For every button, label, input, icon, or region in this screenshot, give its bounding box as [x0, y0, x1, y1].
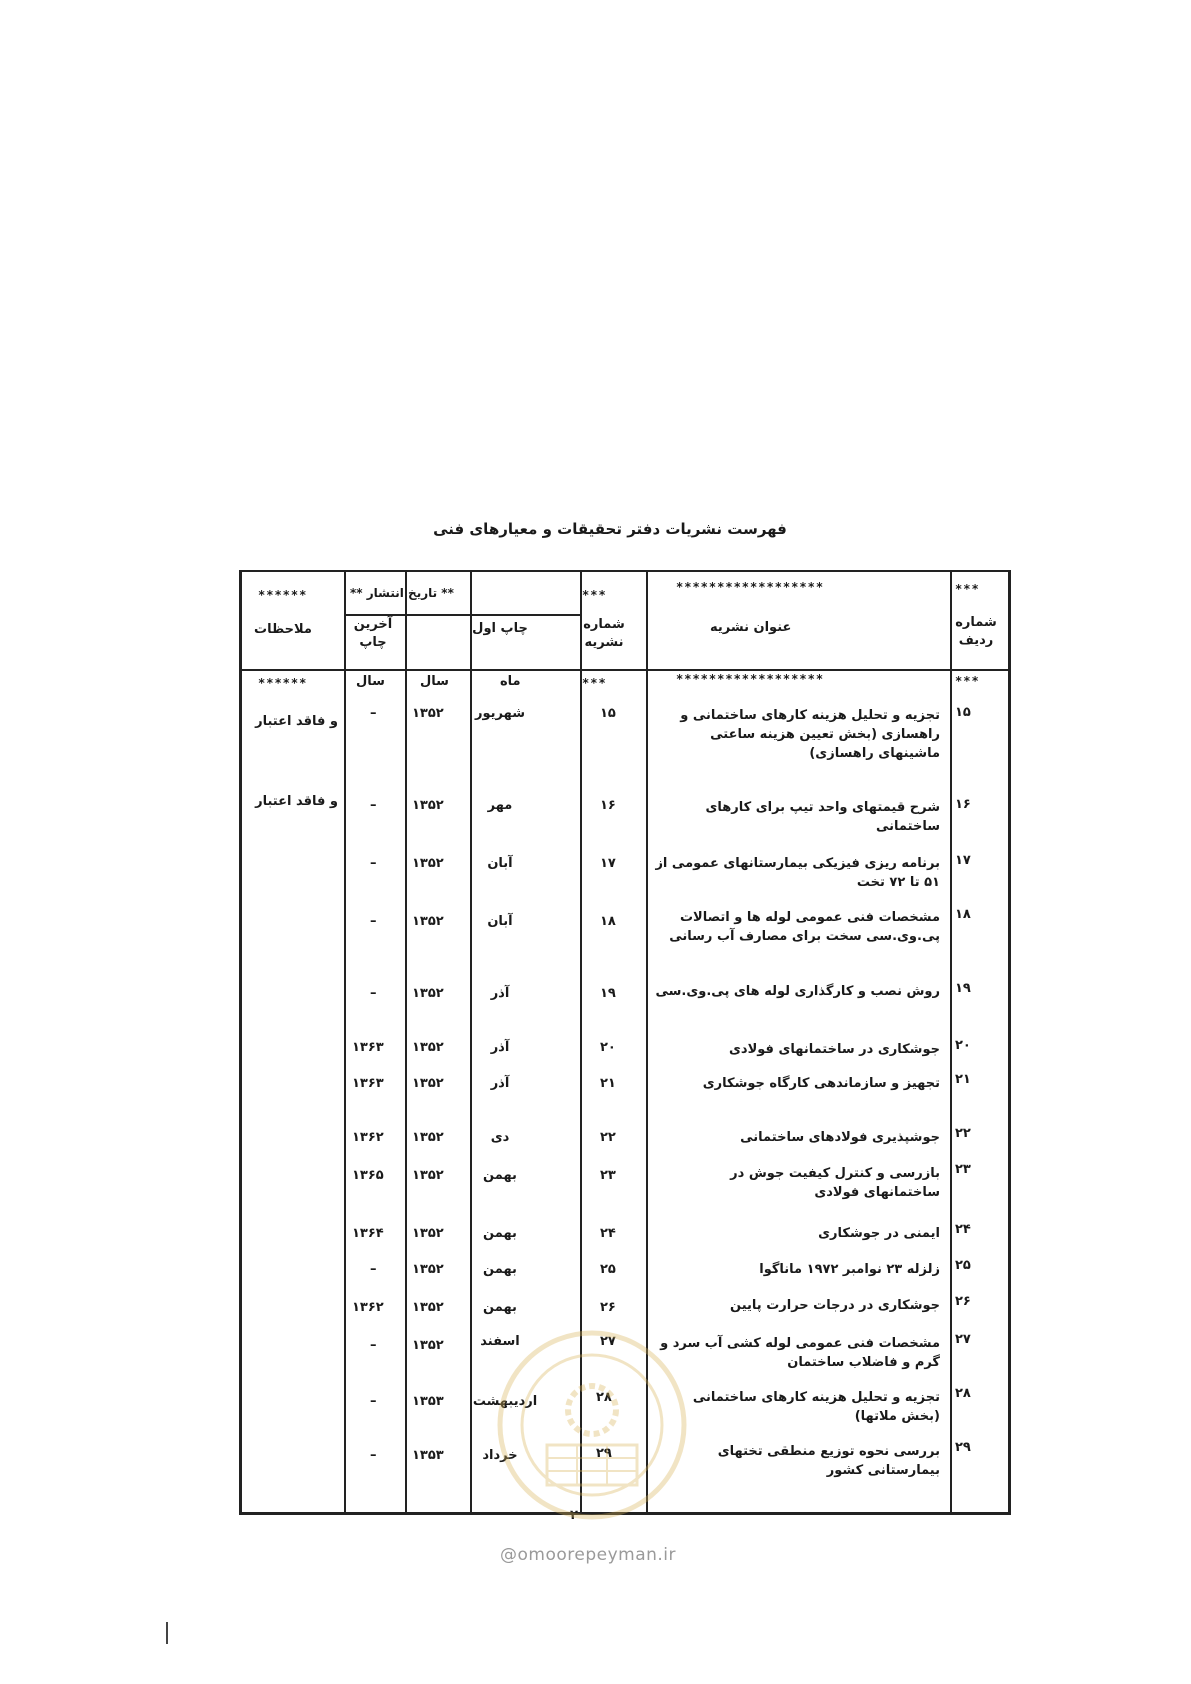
pub-title: شرح قیمتهای واحد تیپ برای کارهای ساختمانی: [705, 800, 940, 834]
pub-date-header: ** تاریخ انتشار **: [350, 586, 454, 600]
pub-number: ۲۰: [600, 1040, 616, 1055]
title-stars-top: ******************: [676, 580, 825, 594]
pub-month: مهر: [487, 798, 513, 813]
row-stars-bottom: ***: [955, 674, 980, 688]
pub-year: ۱۳۵۲: [412, 1338, 444, 1353]
pub-number: ۲۷: [600, 1334, 616, 1349]
pub-year: ۱۳۵۲: [412, 1300, 444, 1315]
pub-year: ۱۳۵۲: [412, 798, 444, 813]
pub-number-header: شماره نشریه: [583, 617, 625, 650]
watermark-text: @omoorepeyman.ir: [500, 1545, 677, 1565]
row-number: ۲۵: [955, 1258, 971, 1273]
pub-title: روش نصب و کارگذاری لوله های پی.وی.سی: [655, 984, 940, 999]
row-number: ۲۳: [955, 1162, 971, 1177]
pub-year: ۱۳۵۲: [412, 1168, 444, 1183]
last-print: –: [370, 914, 377, 929]
pub-number: ۲۴: [600, 1226, 616, 1241]
last-print: ۱۳۶۳: [352, 1076, 384, 1091]
pub-month: آبان: [487, 914, 513, 929]
pub-month: بهمن: [483, 1226, 517, 1241]
notes: و فاقد اعتبار: [255, 794, 338, 809]
pub-title: تجزیه و تحلیل هزینه کارهای ساختمانی و راهسازی (بخش تعیین هزینه ساعتی ماشینهای راهسازی): [680, 708, 940, 761]
notes-header: ملاحظات: [254, 622, 312, 637]
pub-title: جوشکاری در ساختمانهای فولادی: [728, 1042, 940, 1057]
pub-title: مشخصات فنی عمومی لوله ها و اتصالات پی.وی.سی سخت برای مصارف آب رسانی: [669, 910, 940, 944]
last-print: –: [370, 1448, 377, 1463]
row-number: ۲۰: [955, 1038, 971, 1053]
pub-title: برنامه ریزی فیزیکی بیمارستانهای عمومی از ۵۱ تا ۷۲ تخت: [655, 856, 940, 890]
pub-number: ۲۸: [596, 1390, 612, 1405]
col-divider: [405, 572, 407, 1512]
row-number-header: شماره ردیف: [955, 615, 997, 648]
pub-year: ۱۳۵۲: [412, 856, 444, 871]
col-divider: [344, 572, 346, 1512]
pub-title: جوشکاری در درجات حرارت پایین: [730, 1298, 940, 1313]
pub-month: آبان: [487, 856, 513, 871]
row-number: ۱۷: [955, 853, 971, 868]
last-print: –: [370, 1262, 377, 1277]
row-number: ۲۹: [955, 1440, 971, 1455]
notes-stars-top: ******: [258, 588, 308, 602]
pub-title: بررسی نحوه توزیع منطقی تختهای بیمارستانی کشور: [717, 1444, 940, 1478]
header-divider: [242, 669, 1008, 671]
pub-month: آذر: [490, 1040, 510, 1055]
first-year-header: سال: [420, 674, 449, 689]
pub-number: ۲۹: [596, 1446, 612, 1461]
last-print: –: [370, 706, 377, 721]
row-number: ۲۸: [955, 1386, 971, 1401]
pub-month: خرداد: [482, 1448, 518, 1463]
pub-year: ۱۳۵۲: [412, 1076, 444, 1091]
last-print: ۱۳۶۴: [352, 1226, 384, 1241]
page-number: ۲: [570, 1508, 578, 1523]
pub-year: ۱۳۵۳: [412, 1394, 444, 1409]
pubnum-stars-bottom: ***: [582, 676, 607, 690]
pub-year: ۱۳۵۲: [412, 914, 444, 929]
pub-number: ۲۵: [600, 1262, 616, 1277]
pub-number: ۱۹: [600, 986, 616, 1001]
pub-title: ایمنی در جوشکاری: [818, 1226, 940, 1241]
pub-month: شهریور: [475, 706, 525, 721]
row-number: ۲۲: [955, 1126, 971, 1141]
pub-number: ۲۱: [600, 1076, 616, 1091]
row-stars-top: ***: [955, 582, 980, 596]
pub-title: جوشپذیری فولادهای ساختمانی: [740, 1130, 940, 1145]
pub-number: ۱۷: [600, 856, 616, 871]
pub-month: بهمن: [483, 1262, 517, 1277]
last-print: –: [370, 856, 377, 871]
row-number: ۱۵: [955, 705, 971, 720]
pub-title: تجزیه و تحلیل هزینه کارهای ساختمانی (بخش ملاتها): [692, 1390, 940, 1424]
pub-title: زلزله ۲۳ نوامبر ۱۹۷۲ ماناگوا: [759, 1262, 940, 1277]
last-print: ۱۳۶۲: [352, 1130, 384, 1145]
last-print: –: [370, 798, 377, 813]
month-header: ماه: [500, 674, 521, 689]
pub-title: بازرسی و کنترل کیفیت جوش در ساختمانهای فولادی: [730, 1166, 940, 1200]
row-number: ۱۸: [955, 907, 971, 922]
pub-number: ۲۲: [600, 1130, 616, 1145]
pub-number: ۲۳: [600, 1168, 616, 1183]
pub-title: مشخصات فنی عمومی لوله کشی آب سرد و گرم و فاضلاب ساختمان: [660, 1336, 940, 1370]
pub-month: آذر: [490, 1076, 510, 1091]
pub-year: ۱۳۵۲: [412, 986, 444, 1001]
scan-edge-mark: [166, 1622, 168, 1644]
pub-title-header: عنوان نشریه: [710, 620, 792, 635]
pub-month: دی: [490, 1130, 510, 1145]
pub-year: ۱۳۵۲: [412, 1262, 444, 1277]
last-print: –: [370, 986, 377, 1001]
row-number: ۲۶: [955, 1294, 971, 1309]
pub-year: ۱۳۵۲: [412, 706, 444, 721]
pub-year: ۱۳۵۲: [412, 1130, 444, 1145]
title-stars-bottom: ******************: [676, 672, 825, 686]
first-print-header: چاپ اول: [472, 621, 528, 636]
pubnum-stars-top: ***: [582, 588, 607, 602]
pub-title: تجهیز و سازماندهی کارگاه جوشکاری: [702, 1076, 940, 1091]
last-print: ۱۳۶۵: [352, 1168, 384, 1183]
pub-year: ۱۳۵۲: [412, 1226, 444, 1241]
pub-month: بهمن: [483, 1168, 517, 1183]
last-print: –: [370, 1394, 377, 1409]
last-print: ۱۳۶۳: [352, 1040, 384, 1055]
pub-number: ۱۸: [600, 914, 616, 929]
last-print: ۱۳۶۲: [352, 1300, 384, 1315]
notes-stars-bottom: ******: [258, 676, 308, 690]
notes: و فاقد اعتبار: [255, 714, 338, 729]
row-number: ۲۱: [955, 1072, 971, 1087]
row-number: ۱۶: [955, 797, 971, 812]
row-number: ۱۹: [955, 981, 971, 996]
col-divider: [950, 572, 952, 1512]
row-number: ۲۴: [955, 1222, 971, 1237]
pub-month: آذر: [490, 986, 510, 1001]
seal-watermark: [492, 1320, 692, 1550]
pub-number: ۲۶: [600, 1300, 616, 1315]
last-year-header: سال: [356, 674, 385, 689]
pub-number: ۱۵: [600, 706, 616, 721]
pub-month: اسفند: [480, 1334, 520, 1349]
pub-month: اردیبهشت: [472, 1394, 538, 1409]
pub-number: ۱۶: [600, 798, 616, 813]
pub-month: بهمن: [483, 1300, 517, 1315]
document-title: فهرست نشریات دفتر تحقیقات و معیارهای فنی: [433, 520, 787, 538]
row-number: ۲۷: [955, 1332, 971, 1347]
pub-year: ۱۳۵۲: [412, 1040, 444, 1055]
pub-year: ۱۳۵۳: [412, 1448, 444, 1463]
last-print: –: [370, 1338, 377, 1353]
last-print-header: آخرین چاپ: [353, 617, 393, 650]
